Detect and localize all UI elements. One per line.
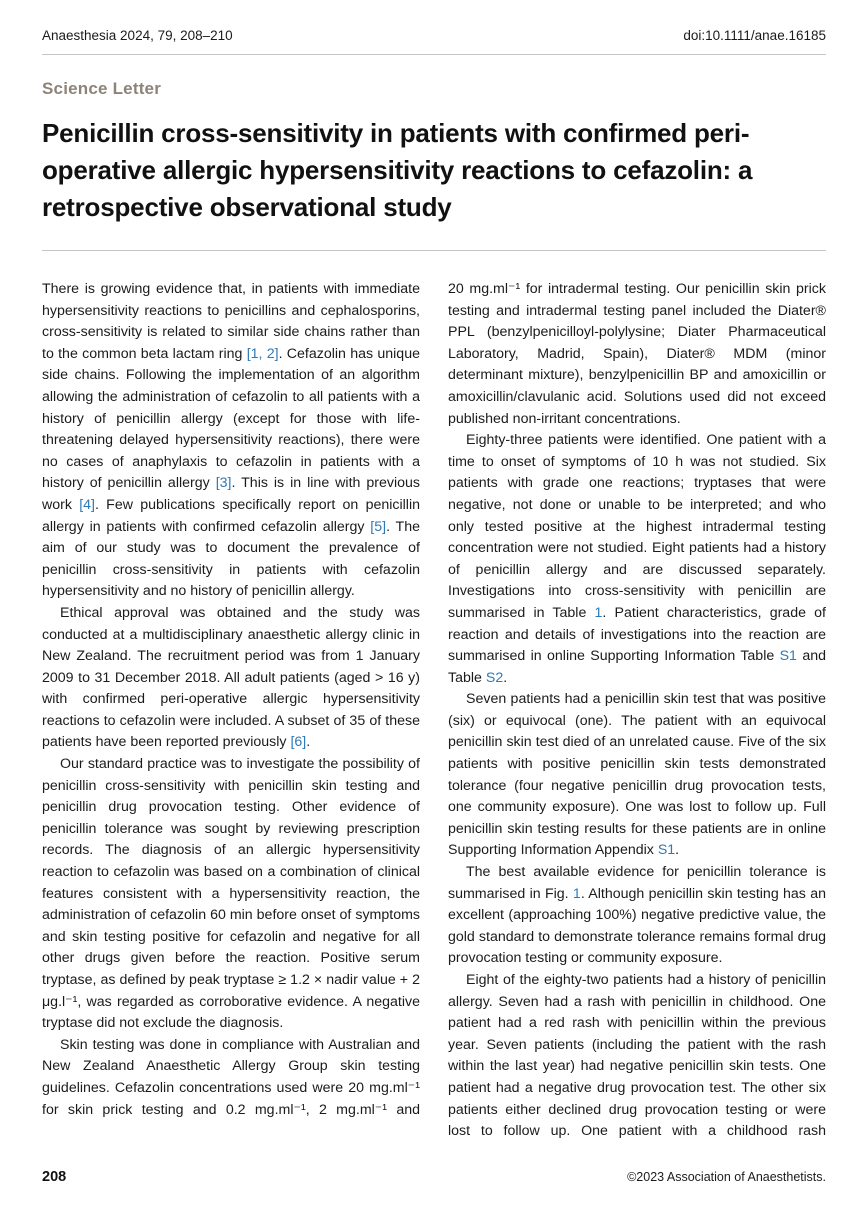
citation-link[interactable]: 1 xyxy=(572,885,581,902)
paragraph: Skin testing was done in compliance with Australian and New Zealand Anaesthetic Allergy Group skin testing guidelines. Cefazolin concentrations used were 20 mg.ml⁻¹ for skin prick testing and 0.2 mg.ml⁻¹, 2 mg.ml⁻¹ and xyxy=(42,1036,420,1118)
citation-link[interactable]: [5] xyxy=(370,518,387,535)
citation-link[interactable]: [6] xyxy=(290,734,307,751)
page-header xyxy=(42,22,826,54)
title-divider xyxy=(42,250,826,251)
article-body xyxy=(42,279,826,1143)
section-label: Science Letter xyxy=(42,79,162,98)
copyright-notice: ©2023 Association of Anaesthetists. xyxy=(627,1169,826,1184)
citation-link[interactable]: [1, 2] xyxy=(246,345,279,362)
page-number: 208 xyxy=(42,1168,67,1185)
paragraph: Eight of the eighty-two patients had a history of penicillin allergy. Seven had a rash with penicillin in childhood. One patient had a red rash with penicillin within the previous year. Seven patients (including the patient with the rash within the last year) had negative penicillin skin tests. One patient had a negative drug provocation test. The other six patients either declined drug provocation testing or were lost to follow up. One patient with a childhood rash xyxy=(448,972,826,1140)
citation-link[interactable]: 1 xyxy=(594,604,603,621)
header-divider xyxy=(42,54,826,55)
paragraph: Our standard practice was to investigate the possibility of penicillin cross-sensitivity with penicillin skin testing and penicillin drug provocation testing. Other evidence of penicillin tolerance was sought by reviewing prescription records. The diagnosis of an allergic hypersensitivity reaction to cefazolin was based on a combination of clinical features consistent with a hypersensitivity reaction, the administration of cefazolin 60 min before onset of symptoms and skin testing positive for cefazolin and negative for all other drugs given before the reaction. Positive serum tryptase, as defined by peak tryptase ≥ 1.2 × nadir value + 2 μg.l⁻¹, was regarded as corroborative evidence. A negative tryptase did not exclude the diagnosis. xyxy=(42,756,420,1032)
citation-link[interactable]: S1 xyxy=(657,842,676,859)
paragraph: Eighty-three patients were identified. One patient with a time to onset of symptoms of 10 h was not studied. Six patients with grade one reactions; tryptases that were negative, not done or unable to be interpreted; and who only tested positive at the highest intradermal testing concentration were not studied. Eight patients had a history of penicillin allergy and are discussed separately. Investigations into cross-sensitivity with penicillin are summarised in Table 1. Patient characteristics, grade of reaction and details of investigations into the reaction are summarised in online Supporting Information Table S1 and Table S2. xyxy=(448,432,827,686)
paragraph: Seven patients had a penicillin skin test that was positive (six) or equivocal (one). The patient with an equivocal penicillin skin test died of an unrelated cause. Five of the six patients with positive penicillin skin tests demonstrated tolerance (four negative penicillin drug provocation tests, one community exposure). One was lost to follow up. Full penicillin skin testing results for these patients are in online Supporting Information Appendix S1. xyxy=(448,691,826,859)
doi-text: doi:10.1111/anae.16185 xyxy=(683,28,826,43)
paragraph: The best available evidence for penicillin tolerance is summarised in Fig. 1. Although penicillin skin testing has an excellent (approaching 100%) negative predictive value, the gold standard to demonstrate tolerance remains formal drug provocation testing or community exposure. xyxy=(448,864,827,967)
paragraph: There is growing evidence that, in patients with immediate hypersensitivity reactions to penicillins and cephalosporins, cross-sensitivity is related to similar side chains rather than to the common beta lactam ring [1, 2]. Cefazolin has unique side chains. Following the implementation of an algorithm allowing the administration of cefazolin to all patients with a history of penicillin allergy (except for those with life-threatening delayed hypersensitivity reactions), there were no cases of anaphylaxis to cefazolin in patients with a history of penicillin allergy [3]. This is in line with previous work [4]. Few publications specifically report on penicillin allergy in patients with confirmed cefazolin allergy [5]. The aim of our study was to document the prevalence of penicillin cross-sensitivity in patients with cefazolin hypersensitivity and no history of penicillin allergy. xyxy=(42,281,420,600)
journal-citation: Anaesthesia 2024, 79, 208–210 xyxy=(42,28,233,43)
article-title: Penicillin cross-sensitivity in patients with confirmed peri-operative allergic hypersensitivity reactions to cefazolin: a retrospective observational study xyxy=(42,118,753,222)
citation-link[interactable]: S2 xyxy=(485,669,504,686)
paragraph: Ethical approval was obtained and the study was conducted at a multidisciplinary anaesthetic allergy clinic in New Zealand. The recruitment period was from 1 January 2009 to 31 December 2018. All adult patients (aged > 16 y) with confirmed peri-operative allergic hypersensitivity reactions to cefazolin were included. A subset of 35 of these patients have been reported previously [6]. xyxy=(42,604,420,751)
citation-link[interactable]: [4] xyxy=(79,496,95,513)
paragraph: 20 mg.ml⁻¹ for intradermal testing. Our penicillin skin prick testing and intradermal testing panel included the Diater® PPL (benzylpenicilloyl-polylysine; Diater Pharmaceutical Laboratory, Madrid, Spain), Diater® MDM (minor determinant mixture), benzylpenicillin BP and amoxicillin or amoxicillin/clavulanic acid. Solutions used did not exceed published non-irritant concentrations. xyxy=(448,281,826,427)
citation-link[interactable]: S1 xyxy=(779,648,797,665)
left-column xyxy=(42,279,420,1143)
page-footer xyxy=(42,1143,826,1185)
citation-link[interactable]: [3] xyxy=(215,475,232,492)
right-column xyxy=(448,279,826,1143)
